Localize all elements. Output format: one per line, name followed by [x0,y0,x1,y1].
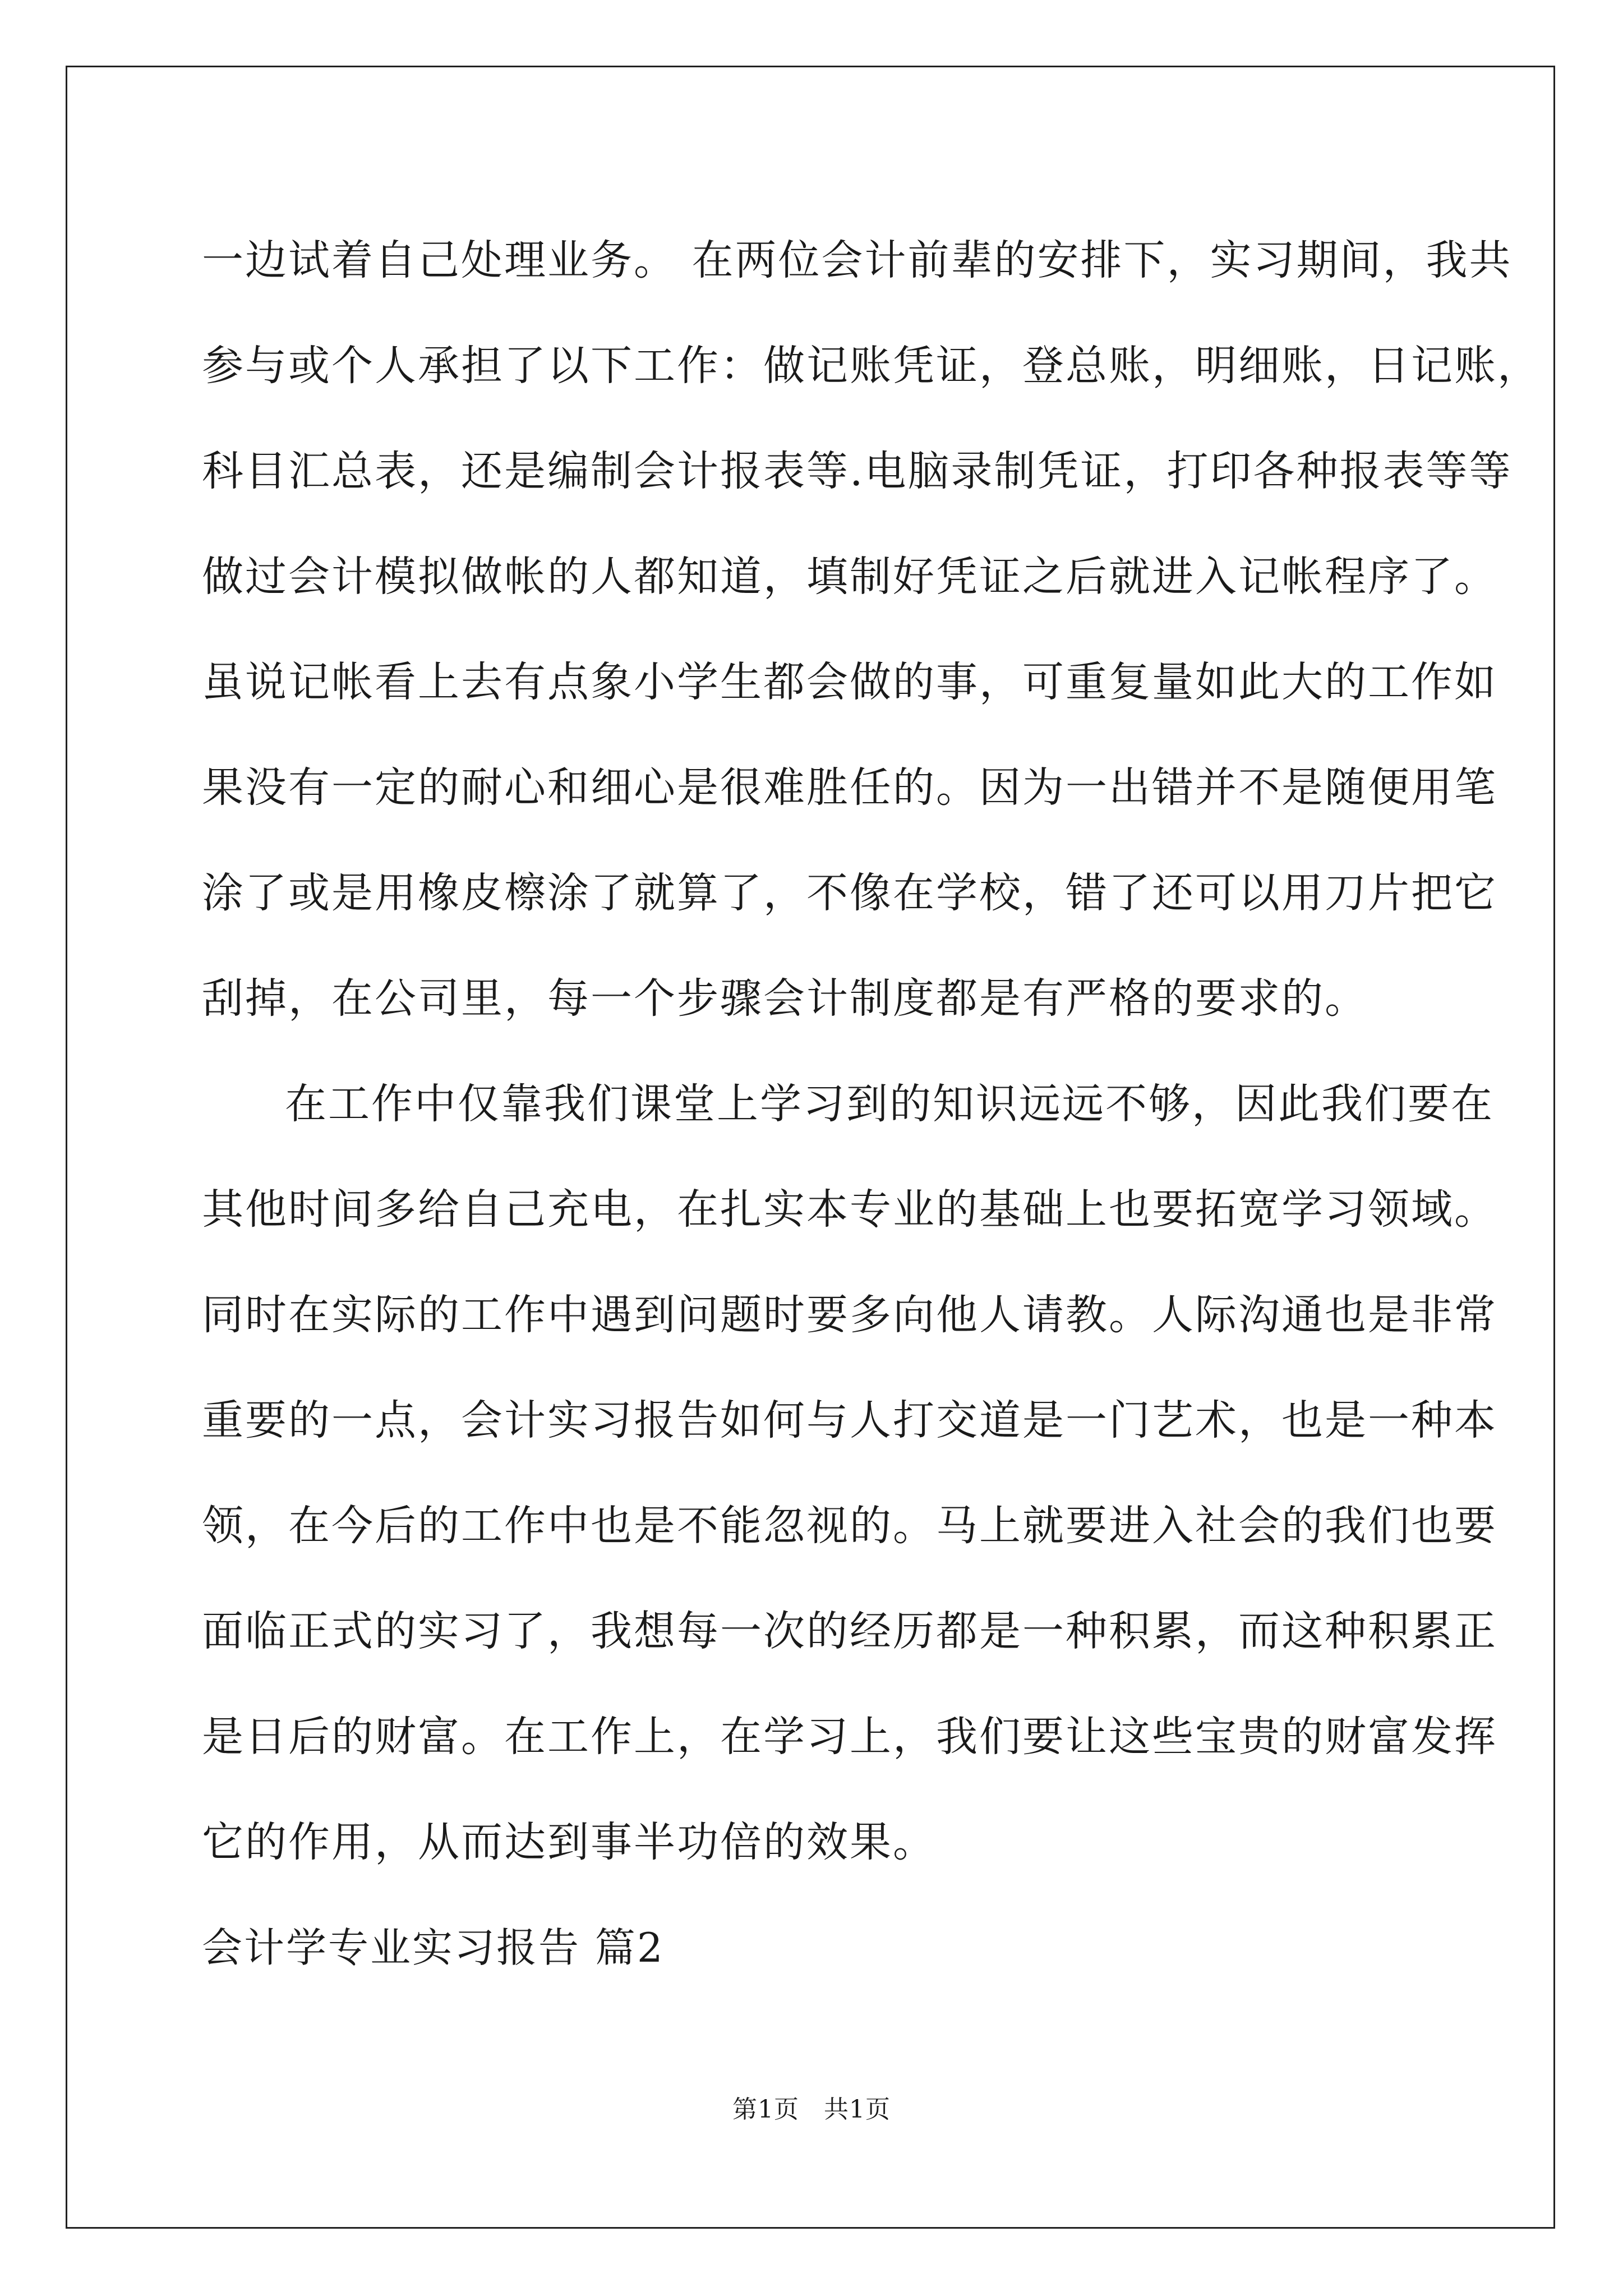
text-line: 其他时间多给自己充电，在扎实本专业的基础上也要拓宽学习领域。 [202,1185,1497,1234]
text-line: 它的作用，从而达到事半功倍的效果。 [202,1818,936,1866]
text-line: 刮掉，在公司里，每一个步骤会计制度都是有严格的要求的。 [202,974,1368,1023]
text-line: 一边试着自己处理业务。 在两位会计前辈的安排下，实习期间，我共 [202,236,1513,284]
text-line: 重要的一点，会计实习报告如何与人打交道是一门艺术，也是一种本 [202,1396,1497,1444]
paragraph-first-line: 在工作中仅靠我们课堂上学习到的知识远远不够，因此我们要在 [285,1080,1494,1128]
page-number: 第1页 [732,2095,799,2124]
text-line: 是日后的财富。在工作上，在学习上，我们要让这些宝贵的财富发挥 [202,1713,1497,1761]
page-total: 共1页 [824,2095,891,2124]
section-heading: 会计学专业实习报告 篇2 [202,1924,665,1971]
page-footer [0,2089,1623,2125]
text-line: 同时在实际的工作中遇到问题时要多向他人请教。人际沟通也是非常 [202,1291,1497,1339]
text-line: 虽说记帐看上去有点象小学生都会做的事，可重复量如此大的工作如 [202,658,1497,706]
text-line: 科目汇总表，还是编制会计报表等.电脑录制凭证，打印各种报表等等 [202,447,1513,495]
text-line: 领，在今后的工作中也是不能忽视的。马上就要进入社会的我们也要 [202,1502,1497,1550]
document-body [202,208,1541,2000]
text-line: 面临正式的实习了，我想每一次的经历都是一种积累，而这种积累正 [202,1607,1497,1655]
text-line: 参与或个人承担了以下工作：做记账凭证，登总账，明细账，日记账， [202,342,1541,390]
text-line: 果没有一定的耐心和细心是很难胜任的。因为一出错并不是随便用笔 [202,763,1497,812]
text-line: 做过会计模拟做帐的人都知道，填制好凭证之后就进入记帐程序了。 [202,553,1497,601]
text-line: 涂了或是用橡皮檫涂了就算了，不像在学校，错了还可以用刀片把它 [202,869,1497,917]
